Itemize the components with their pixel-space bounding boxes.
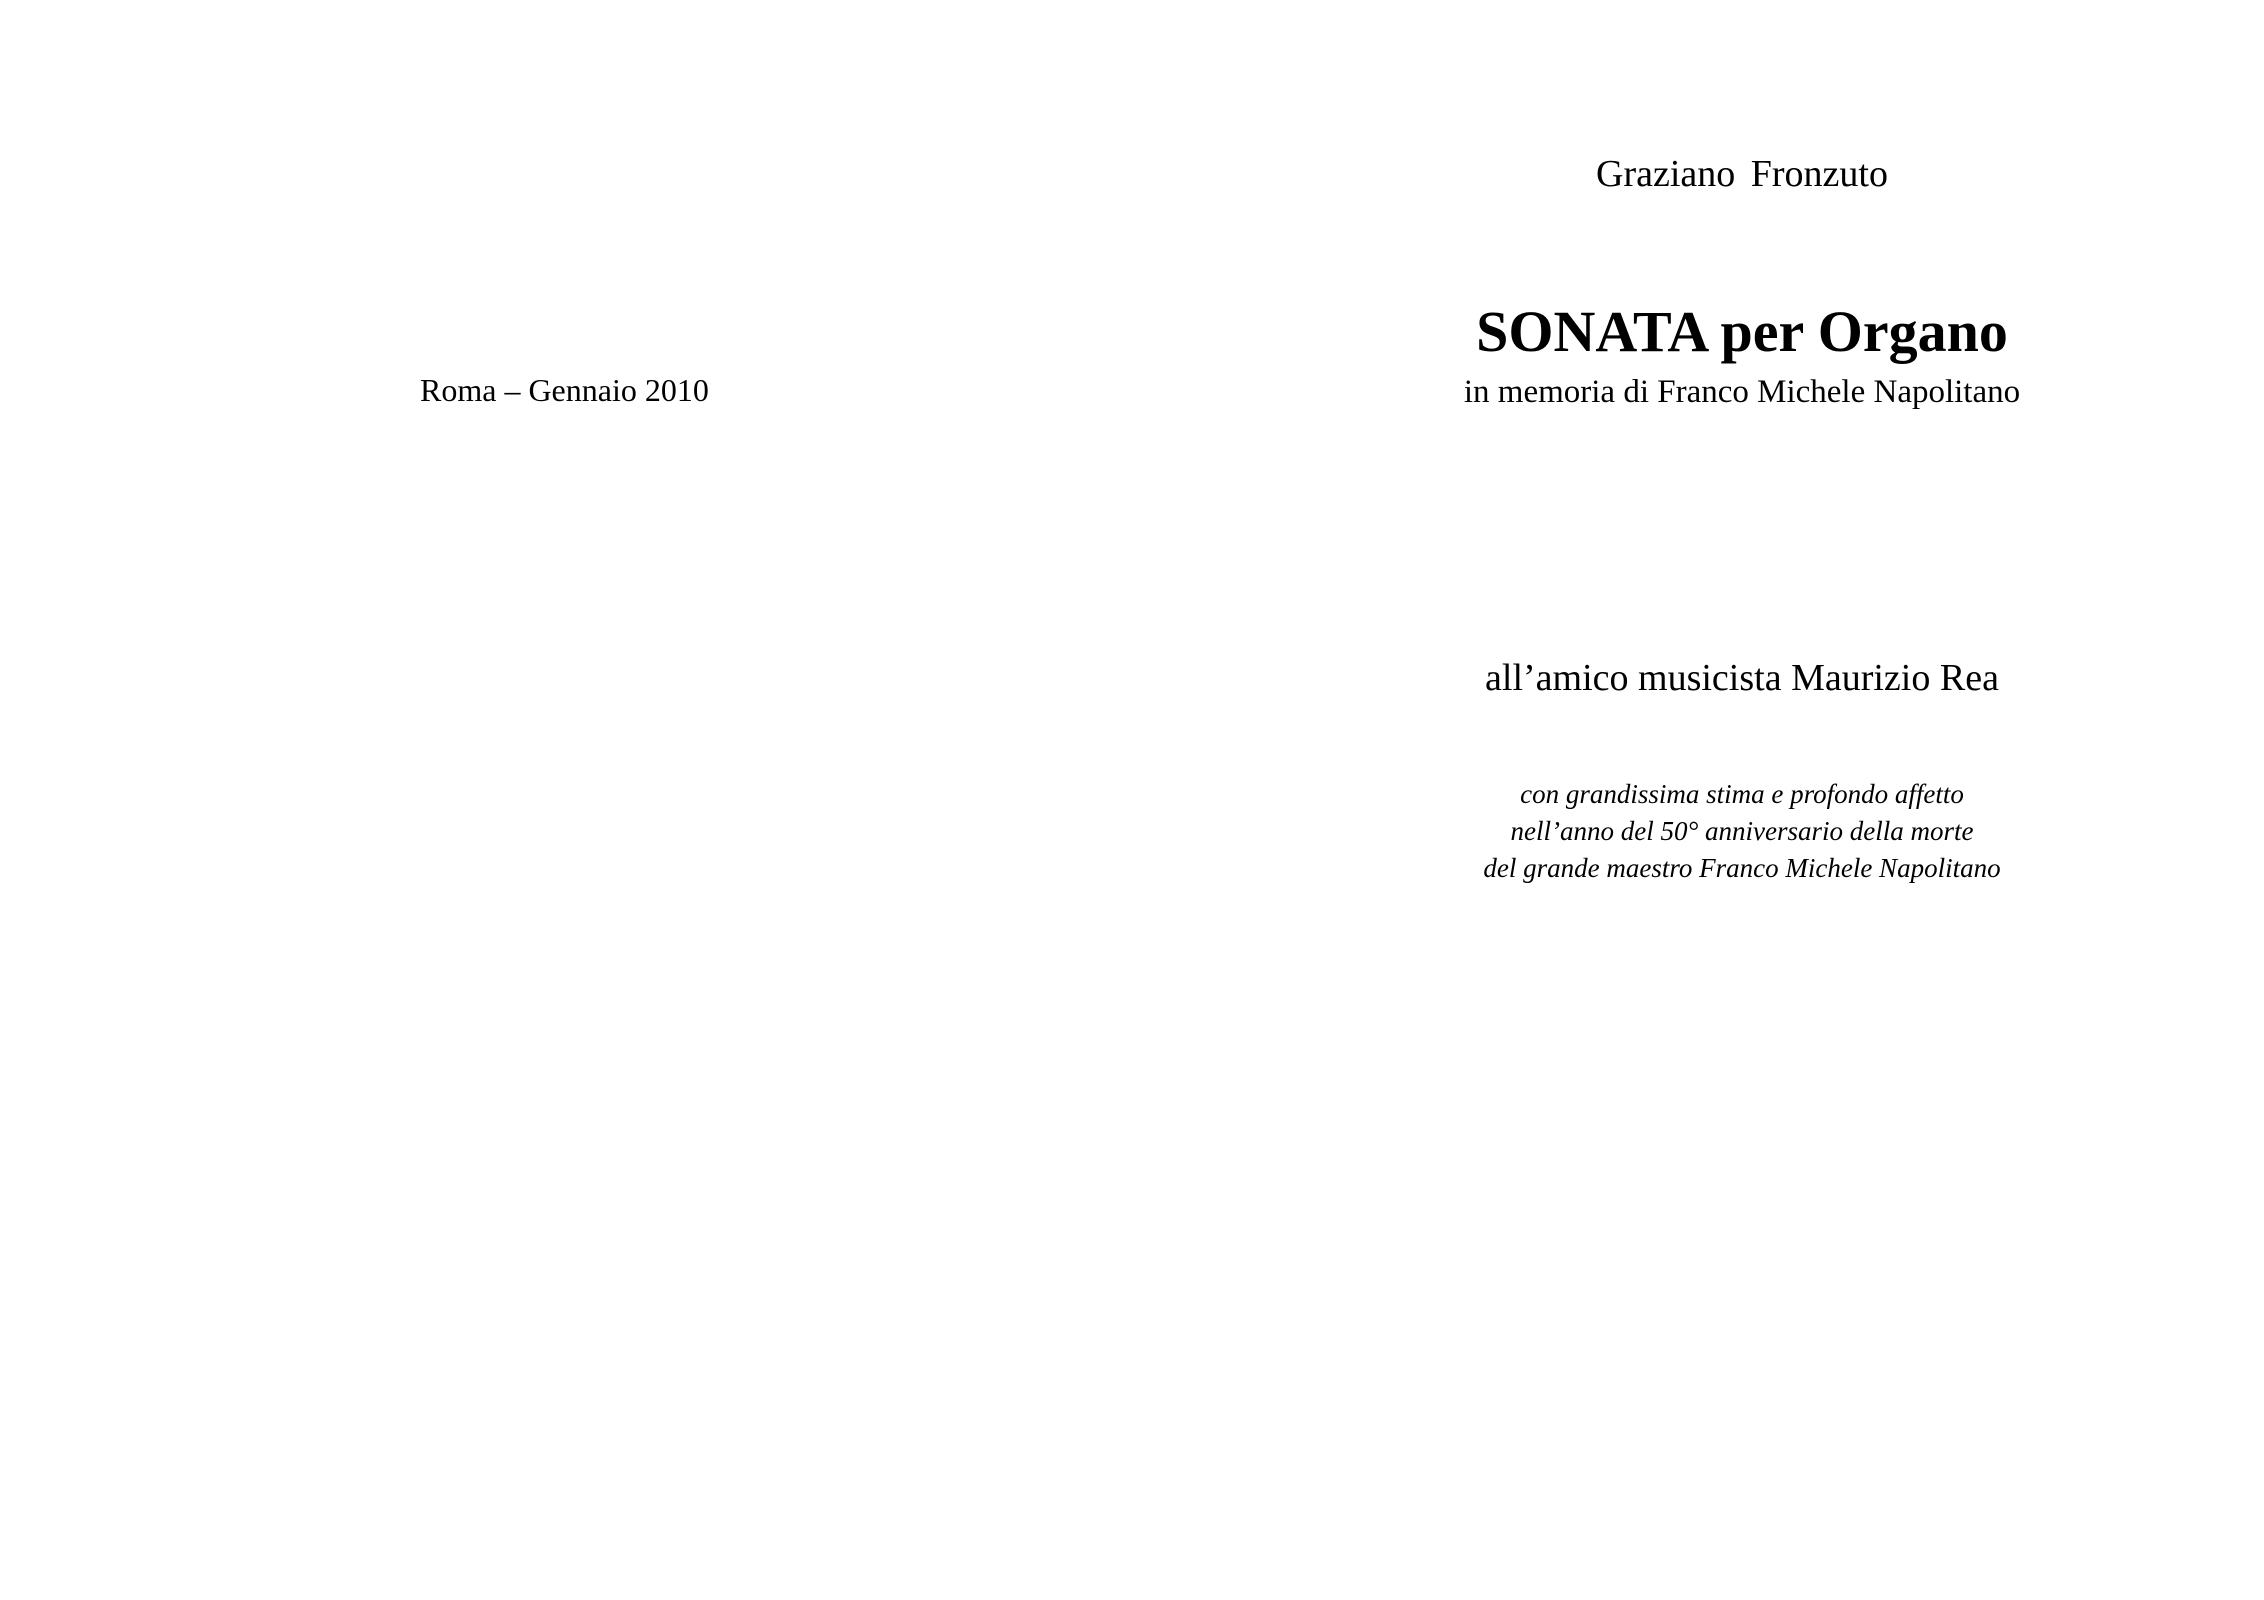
inscription-line: del grande maestro Franco Michele Napolitano: [1483, 853, 2001, 883]
place-and-date: Roma – Gennaio 2010: [420, 372, 709, 408]
inscription-line: con grandissima stima e profondo affetto: [1520, 779, 1964, 809]
work-subtitle: in memoria di Franco Michele Napolitano: [1463, 374, 2021, 410]
work-title: SONATA per Organo: [1476, 299, 2008, 364]
inscription-line: nell’anno del 50° anniversario della morte: [1510, 816, 1974, 846]
author-name: Graziano Fronzuto: [1596, 153, 1888, 195]
dedication: all’amico musicista Maurizio Rea: [1485, 657, 1999, 699]
inscription: [1372, 776, 2112, 887]
right-page: [1132, 0, 2264, 1600]
